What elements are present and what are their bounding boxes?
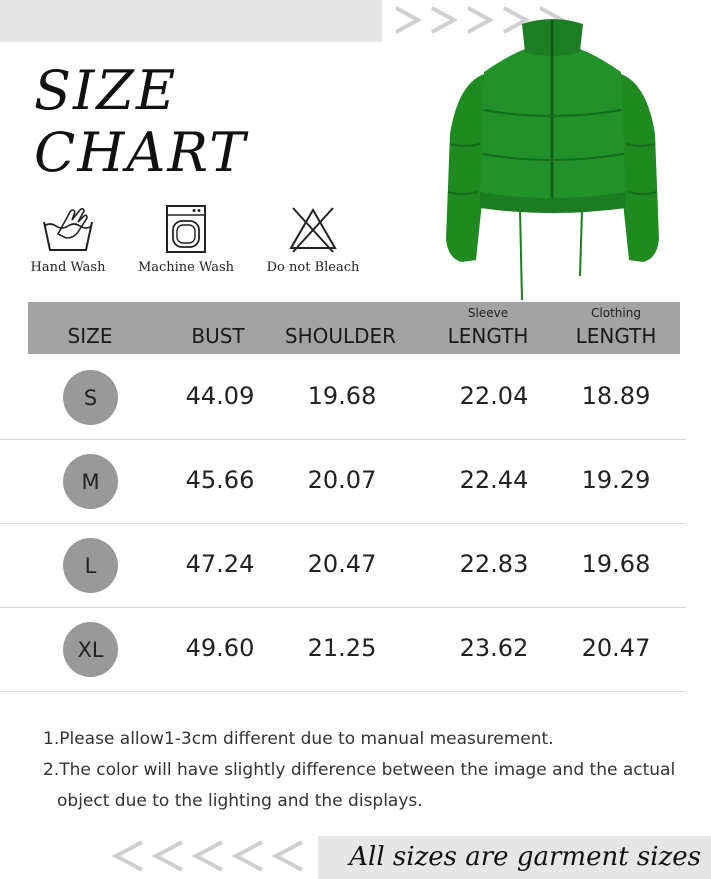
sleeve-length-value: 23.62	[459, 634, 529, 662]
clothing-length-value: 18.89	[581, 382, 651, 410]
sleeve-length-value: 22.04	[459, 382, 529, 410]
header-bust: BUST	[191, 324, 245, 348]
header-size: SIZE	[67, 324, 113, 348]
note-line: 1.Please allow1-3cm different due to manual measurement.	[43, 729, 554, 749]
care-label: Do not Bleach	[266, 260, 360, 275]
footer-text: All sizes are garment sizes	[349, 842, 701, 872]
sleeve-length-value: 22.83	[459, 550, 529, 578]
measurement-notes	[43, 724, 675, 817]
note-line: object due to the lighting and the displays.	[57, 791, 423, 811]
hand-wash-icon	[40, 204, 96, 254]
table-row	[0, 356, 686, 440]
jacket-image	[440, 14, 665, 304]
shoulder-value: 21.25	[307, 634, 377, 662]
chevron-left-icon	[112, 838, 146, 874]
no-bleach-icon	[287, 204, 339, 254]
table-row	[0, 524, 686, 608]
title-line-2: CHART	[34, 121, 248, 184]
top-decorative-bar	[0, 0, 382, 42]
care-label: Hand Wash	[30, 260, 106, 275]
title-line-1: SIZE	[34, 59, 178, 122]
chevron-left-icon	[232, 838, 266, 874]
sleeve-length-value: 22.44	[459, 466, 529, 494]
table-header	[28, 302, 680, 354]
header-shoulder: SHOULDER	[284, 324, 397, 348]
note-line: 2.The color will have slightly difference between the image and the actual	[43, 760, 676, 780]
header-clothing-length: Clothing LENGTH	[575, 306, 657, 348]
size-badge: L	[63, 538, 118, 593]
care-machine-wash	[126, 204, 246, 275]
clothing-length-value: 19.29	[581, 466, 651, 494]
machine-wash-icon	[164, 204, 208, 254]
care-hand-wash	[8, 204, 128, 275]
size-badge: M	[63, 454, 118, 509]
bust-value: 47.24	[185, 550, 255, 578]
bust-value: 45.66	[185, 466, 255, 494]
care-label: Machine Wash	[137, 260, 235, 275]
chevron-left-icon	[152, 838, 186, 874]
chevron-left-icon	[272, 838, 306, 874]
table-row	[0, 440, 686, 524]
chevron-right-icon	[392, 4, 422, 36]
care-no-bleach	[253, 204, 373, 275]
clothing-length-value: 19.68	[581, 550, 651, 578]
footer-bar	[318, 836, 711, 879]
shoulder-value: 20.47	[307, 550, 377, 578]
table-row	[0, 608, 686, 692]
size-badge: XL	[63, 622, 118, 677]
chevron-left-decoration	[112, 838, 306, 874]
header-sleeve-length: Sleeve LENGTH	[447, 306, 529, 348]
bust-value: 49.60	[185, 634, 255, 662]
shoulder-value: 20.07	[307, 466, 377, 494]
clothing-length-value: 20.47	[581, 634, 651, 662]
page-title	[34, 60, 247, 184]
size-badge: S	[63, 370, 118, 425]
chevron-left-icon	[192, 838, 226, 874]
bust-value: 44.09	[185, 382, 255, 410]
shoulder-value: 19.68	[307, 382, 377, 410]
